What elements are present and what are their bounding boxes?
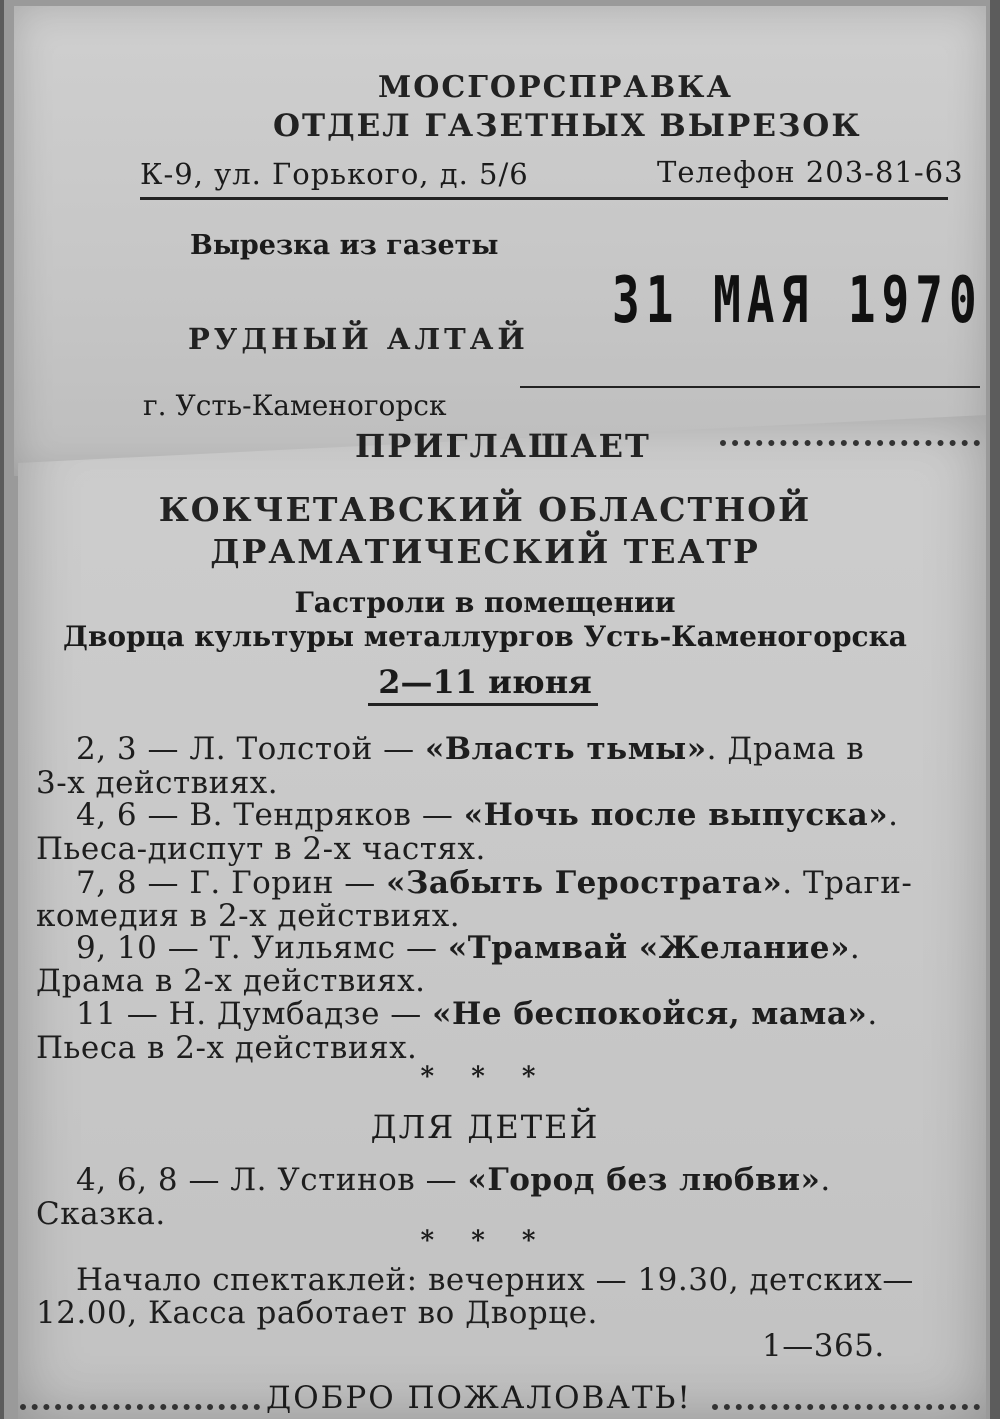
kids-heading: ДЛЯ ДЕТЕЙ bbox=[370, 1108, 600, 1146]
department-name: ОТДЕЛ ГАЗЕТНЫХ ВЫРЕЗОК bbox=[273, 108, 862, 144]
newspaper-name: РУДНЫЙ АЛТАЙ bbox=[188, 322, 529, 356]
play-title: «Город без любви» bbox=[467, 1162, 821, 1198]
dotted-rule-bottom-right bbox=[712, 1404, 980, 1410]
tour-venue-line-2: Дворца культуры металлургов Усть-Каменогорска bbox=[63, 620, 907, 653]
agency-name: МОСГОРСПРАВКА bbox=[378, 70, 733, 105]
kids-program-item bbox=[76, 1162, 831, 1198]
section-separator-1: * * * bbox=[420, 1062, 550, 1092]
program-item-1-cont: 3-х действиях. bbox=[36, 765, 279, 801]
agency-phone: Телефон 203-81-63 bbox=[657, 155, 964, 189]
theatre-name-line-2: ДРАМАТИЧЕСКИЙ ТЕАТР bbox=[210, 532, 760, 571]
program-genre: . Траги- bbox=[782, 865, 913, 901]
play-title: «Ночь после выпуска» bbox=[463, 797, 889, 833]
welcome-footer: ДОБРО ПОЖАЛОВАТЬ! bbox=[266, 1380, 692, 1416]
program-dates: 4, 6, 8 — Л. Устинов — bbox=[76, 1162, 468, 1198]
program-dates: 9, 10 — Т. Уильямс — bbox=[76, 930, 448, 966]
program-dates: 4, 6 — В. Тендряков — bbox=[76, 797, 464, 833]
theatre-name-line-1: КОКЧЕТАВСКИЙ ОБЛАСТНОЙ bbox=[158, 490, 812, 529]
program-dates: 2, 3 — Л. Толстой — bbox=[76, 731, 426, 767]
program-item-5 bbox=[76, 996, 878, 1032]
program-item-1 bbox=[76, 731, 864, 767]
ad-number: 1—365. bbox=[762, 1328, 885, 1364]
program-item-4 bbox=[76, 930, 860, 966]
program-item-3 bbox=[76, 865, 912, 901]
header-rule bbox=[140, 197, 948, 200]
date-stamp: 31 МАЯ 1970 bbox=[612, 262, 983, 338]
section-separator-2: * * * bbox=[420, 1226, 550, 1256]
showtimes-line-1: Начало спектаклей: вечерних — 19.30, детских— bbox=[76, 1262, 914, 1298]
tour-venue-line-1: Гастроли в помещении bbox=[294, 586, 676, 619]
program-dates: 11 — Н. Думбадзе — bbox=[76, 996, 433, 1032]
program-genre: . Драма в bbox=[706, 731, 865, 767]
program-item-5-cont: Пьеса в 2-х действиях. bbox=[36, 1030, 418, 1066]
tour-dates-underline bbox=[368, 703, 598, 706]
showtimes-line-2: 12.00, Касса работает во Дворце. bbox=[36, 1295, 598, 1331]
invites-heading: ПРИГЛАШАЕТ bbox=[355, 427, 651, 465]
program-genre: . bbox=[867, 996, 878, 1032]
program-genre: . bbox=[820, 1162, 831, 1198]
play-title: «Не беспокойся, мама» bbox=[432, 996, 868, 1032]
dotted-rule-top bbox=[720, 440, 980, 446]
tour-dates: 2—11 июня bbox=[378, 663, 592, 701]
newspaper-city: г. Усть-Каменогорск bbox=[143, 389, 447, 422]
clip-from-label: Вырезка из газеты bbox=[190, 230, 499, 261]
agency-address: К-9, ул. Горького, д. 5/6 bbox=[140, 157, 529, 191]
program-genre: . bbox=[888, 797, 899, 833]
play-title: «Власть тьмы» bbox=[425, 731, 707, 767]
city-rule bbox=[520, 386, 980, 388]
play-title: «Трамвай «Желание» bbox=[447, 930, 850, 966]
kids-program-item-cont: Сказка. bbox=[36, 1196, 166, 1232]
program-genre: . bbox=[849, 930, 861, 966]
program-item-2-cont: Пьеса-диспут в 2-х частях. bbox=[36, 831, 486, 867]
program-item-2 bbox=[76, 797, 898, 833]
program-dates: 7, 8 — Г. Горин — bbox=[76, 865, 387, 901]
program-item-3-cont: комедия в 2-х действиях. bbox=[36, 898, 461, 934]
play-title: «Забыть Герострата» bbox=[386, 865, 783, 901]
dotted-rule-bottom-left bbox=[20, 1404, 260, 1410]
program-item-4-cont: Драма в 2-х действиях. bbox=[36, 963, 426, 999]
